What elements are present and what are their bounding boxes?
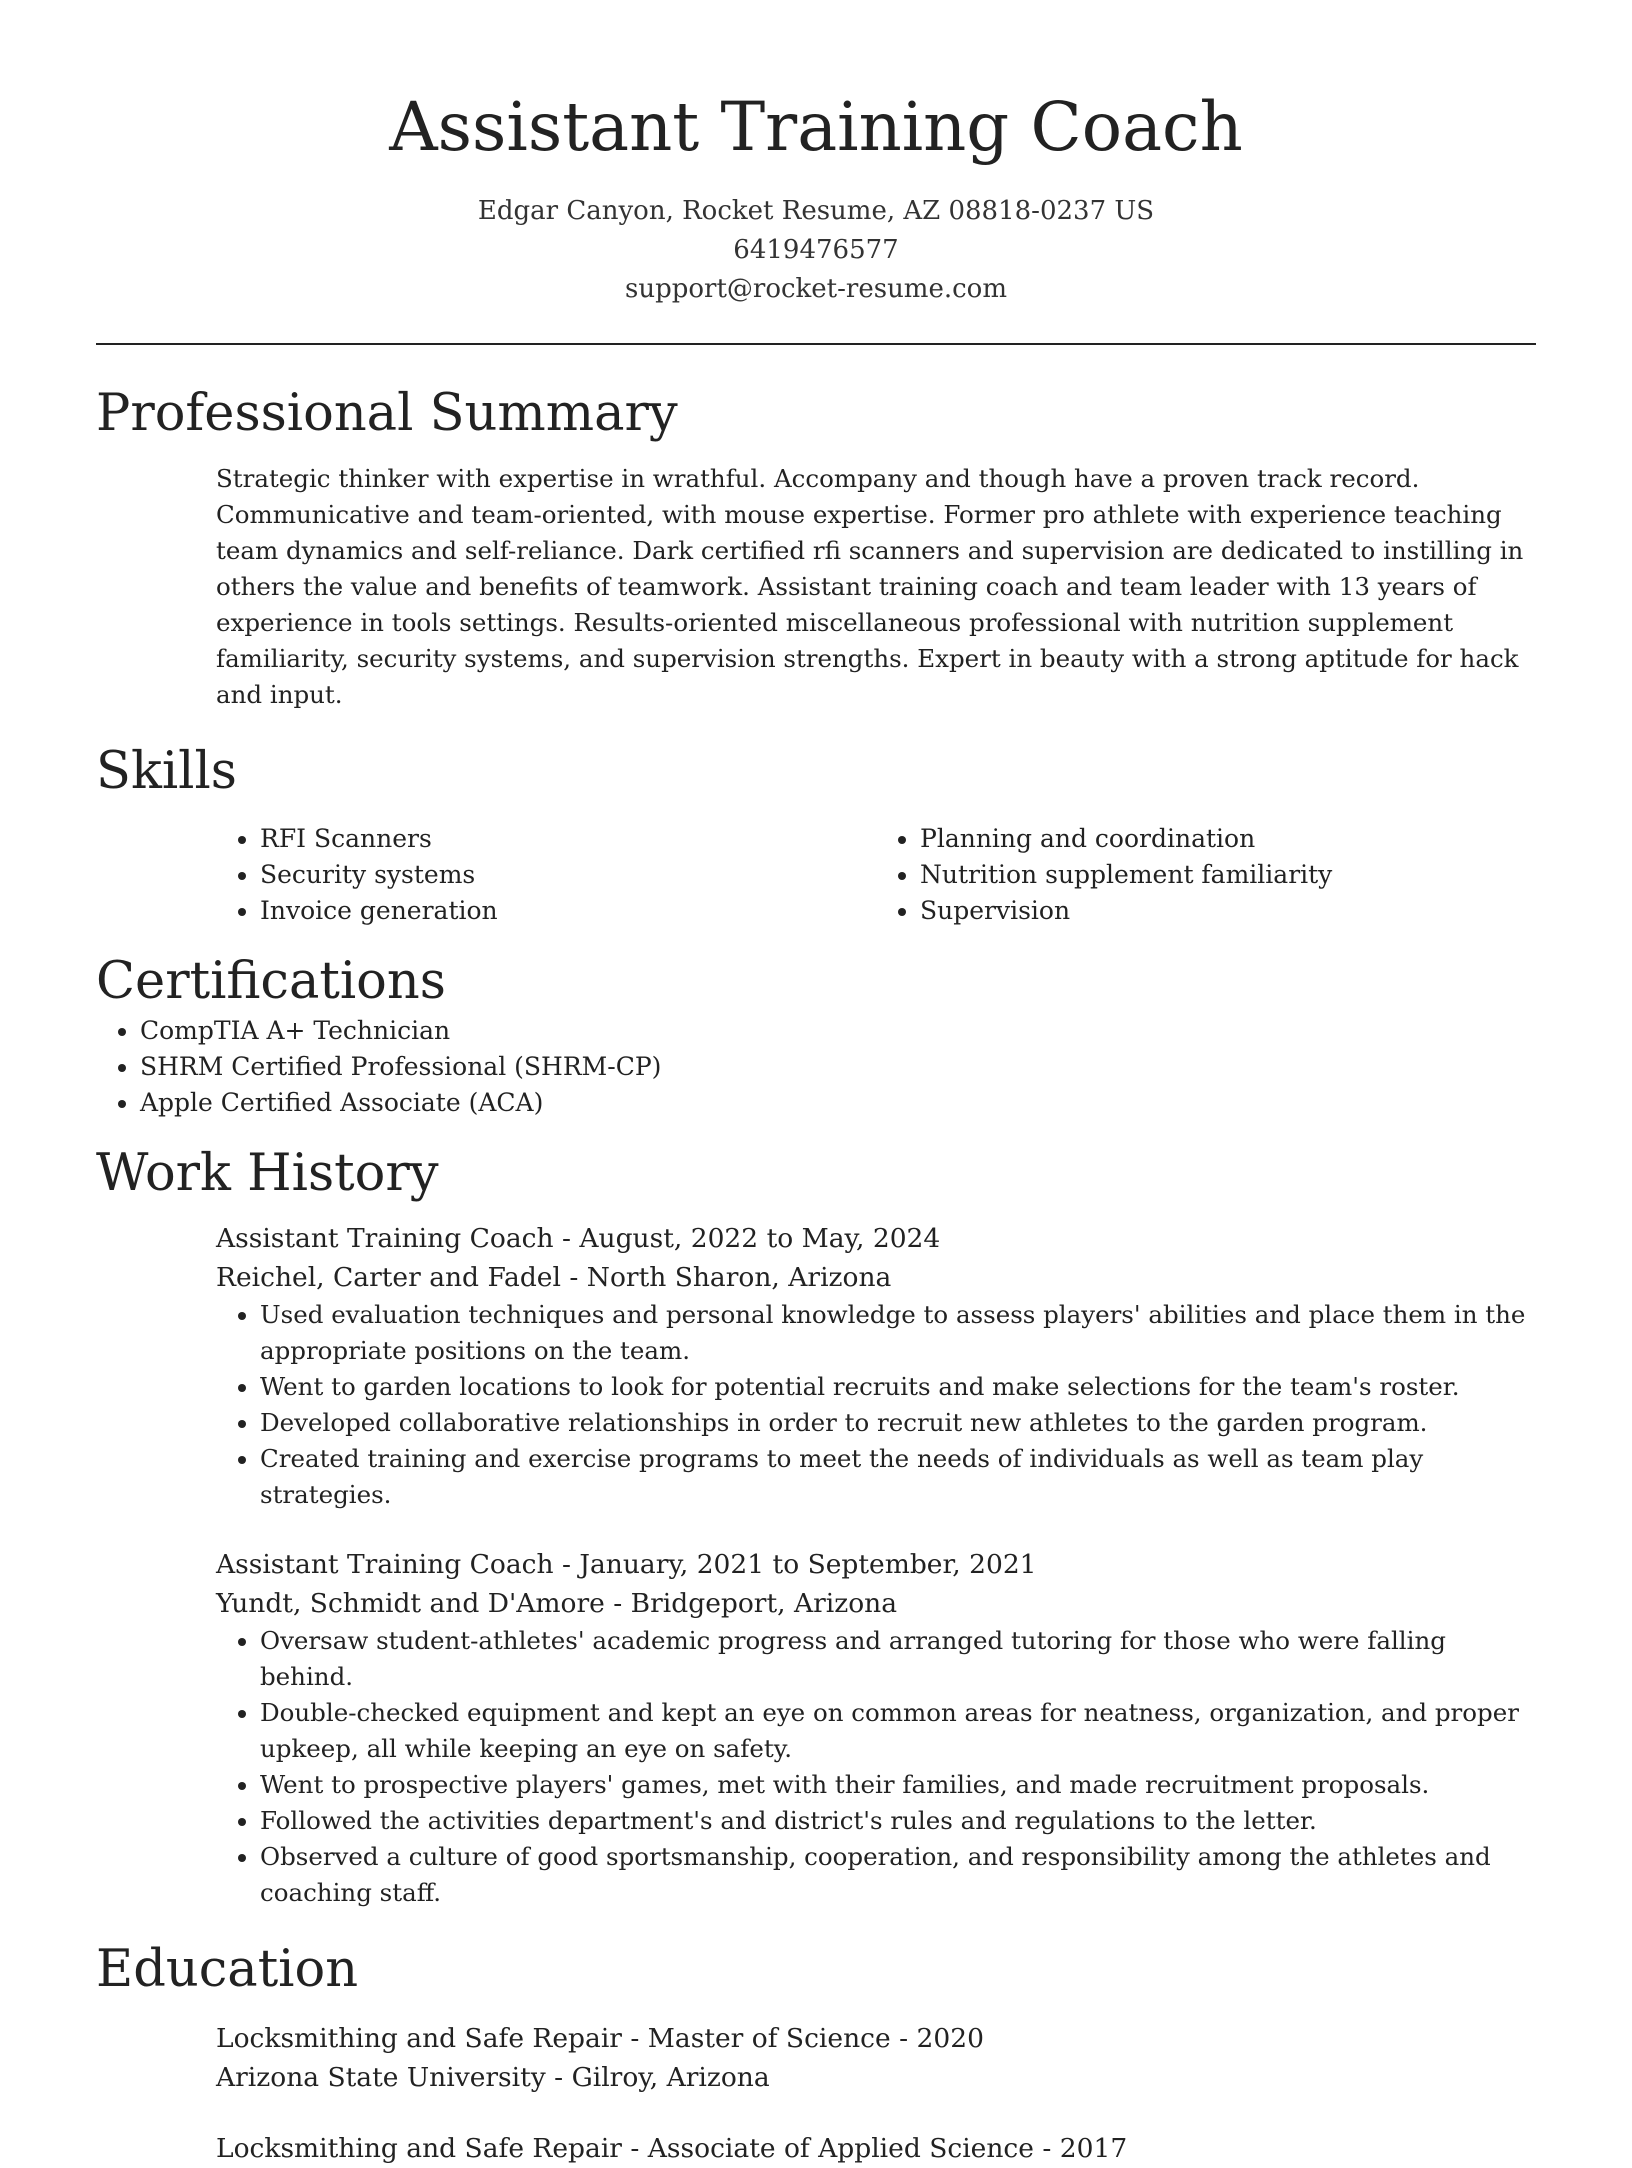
certifications-heading: Certifications [96,952,446,1011]
contact-email: support@rocket-resume.com [624,274,1007,304]
education-field: Locksmithing and Safe Repair [216,2133,622,2164]
separator: - [621,2133,648,2164]
job-duties-list [216,1297,1536,1513]
job-duty: • Went to prospective players' games, met with their families, and made recruitment proposals. [260,1767,1536,1803]
job-role: Assistant Training Coach [216,1223,554,1254]
summary-heading: Professional Summary [96,384,678,443]
job-title-line [216,1219,1536,1258]
separator: - [1033,2133,1060,2164]
skill-item: • Security systems [260,857,876,893]
job-duty: • Went to garden locations to look for potential recruits and make selections for the team's roster. [260,1369,1536,1405]
skills-column-right [876,821,1536,929]
job-duty: • Used evaluation techniques and personal knowledge to assess players' abilities and place them in the appropriate positions on the team. [260,1297,1536,1369]
job-duty: • Observed a culture of good sportsmanship, cooperation, and responsibility among the athletes and coaching staff. [260,1839,1536,1911]
education-entry [216,2129,1536,2168]
education-degree: Master of Science [647,2023,891,2054]
skills-column-left [216,821,876,929]
separator: - [621,2023,648,2054]
summary-text: Strategic thinker with expertise in wrathful. Accompany and though have a proven track record. Communicative and team-oriented, with mouse expertise. Former pro athlete with experience teaching team dynamics and self-reliance. Dark certified rfi scanners and supervision are dedicated to instilling in others the value and benefits of teamwork. Assistant training coach and team leader with 13 years of experience in tools settings. Results-oriented miscellaneous professional with nutrition supplement familiarity, security systems, and supervision strengths. Expert in beauty with a strong aptitude for hack and input. [216,464,1524,709]
education-school-line [216,2058,1536,2097]
separator: - [553,1223,580,1254]
job-entry [216,1219,1536,1513]
education-year: 2020 [916,2023,984,2054]
education-school: Arizona State University [216,2062,546,2093]
job-duty: • Created training and exercise programs to meet the needs of individuals as well as team play strategies. [260,1441,1536,1513]
skill-item: • RFI Scanners [260,821,876,857]
skills-heading: Skills [96,742,237,801]
job-dates: January, 2021 to September, 2021 [579,1549,1037,1580]
skills-list [216,821,1536,929]
skill-item: • Planning and coordination [920,821,1536,857]
certification-item: • SHRM Certified Professional (SHRM-CP) [140,1049,1536,1085]
job-company: Yundt, Schmidt and D'Amore [216,1588,605,1619]
separator: - [604,1588,631,1619]
separator: - [560,1262,587,1293]
job-company: Reichel, Carter and Fadel [216,1262,561,1293]
job-company-line [216,1258,1536,1297]
job-duty: • Developed collaborative relationships in order to recruit new athletes to the garden program. [260,1405,1536,1441]
separator: - [553,1549,580,1580]
job-duties-list [216,1623,1536,1911]
contact-address: Edgar Canyon, Rocket Resume, AZ 08818-0237 US [477,196,1155,226]
job-title-line [216,1545,1536,1584]
contact-phone: 6419476577 [733,235,899,265]
job-duty: • Oversaw student-athletes' academic progress and arranged tutoring for those who were falling behind. [260,1623,1536,1695]
certification-item: • Apple Certified Associate (ACA) [140,1085,1536,1121]
job-duty: • Double-checked equipment and kept an eye on common areas for neatness, organization, and proper upkeep, all while keeping an eye on safety. [260,1695,1536,1767]
job-entry [216,1545,1536,1911]
education-location: Gilroy, Arizona [571,2062,770,2093]
education-heading: Education [96,1940,359,1999]
education-degree: Associate of Applied Science [647,2133,1034,2164]
education-degree-line [216,2019,1536,2058]
resume-page [96,0,1536,2168]
skill-item: • Nutrition supplement familiarity [920,857,1536,893]
education-entry [216,2019,1536,2097]
education-degree-line [216,2129,1536,2168]
skill-item: • Invoice generation [260,893,876,929]
education-year: 2017 [1059,2133,1128,2164]
separator: - [545,2062,572,2093]
job-role: Assistant Training Coach [216,1549,554,1580]
resume-name: Assistant Training Coach [389,88,1243,166]
separator: - [890,2023,917,2054]
certifications-list [96,1013,1536,1121]
contact-block [96,192,1536,309]
job-location: North Sharon, Arizona [586,1262,892,1293]
job-duty: • Followed the activities department's and district's rules and regulations to the letter. [260,1803,1536,1839]
certification-item: • CompTIA A+ Technician [140,1013,1536,1049]
job-company-line [216,1584,1536,1623]
header-divider [96,343,1536,345]
job-dates: August, 2022 to May, 2024 [579,1223,941,1254]
skill-item: • Supervision [920,893,1536,929]
work-history-heading: Work History [96,1144,439,1203]
education-field: Locksmithing and Safe Repair [216,2023,622,2054]
job-location: Bridgeport, Arizona [630,1588,898,1619]
